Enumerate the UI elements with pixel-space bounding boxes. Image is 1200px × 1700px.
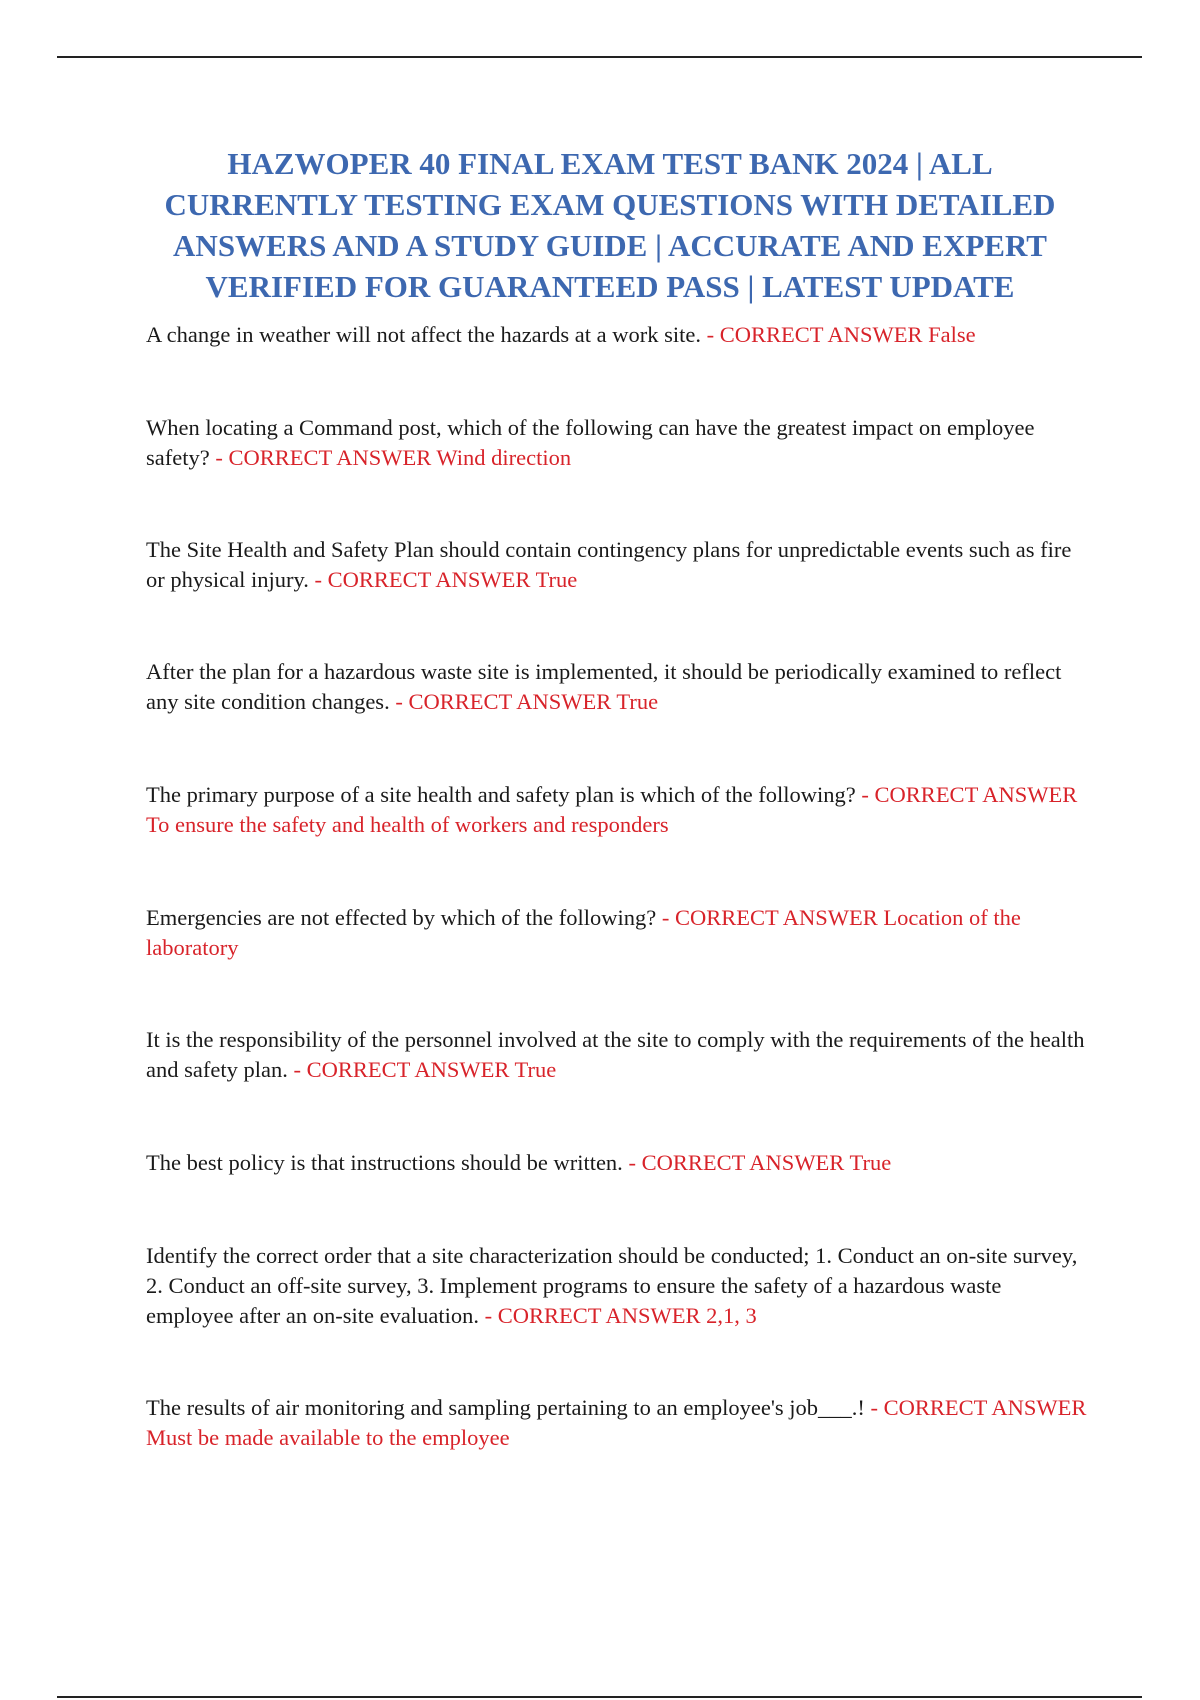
answer-text: CORRECT ANSWER True [327, 567, 578, 592]
answer-separator: - [855, 782, 875, 807]
qa-item-10 [146, 1393, 1091, 1453]
question-text: The primary purpose of a site health and safety plan is which of the following? [146, 782, 856, 807]
qa-item-6 [146, 903, 1091, 963]
answer-separator: - [864, 1395, 884, 1420]
answer-text: CORRECT ANSWER 2,1, 3 [497, 1303, 757, 1328]
answer-separator: - [701, 322, 720, 347]
answer-text: CORRECT ANSWER To ensure the safety and health of workers and responders [146, 782, 1078, 837]
answer-text: CORRECT ANSWER Wind direction [228, 445, 572, 470]
answer-text: CORRECT ANSWER Location of the laboratory [146, 905, 1021, 960]
question-text: The best policy is that instructions should be written. [146, 1150, 623, 1175]
question-text: The Site Health and Safety Plan should contain contingency plans for unpredictable events such as fire or physical injury. [146, 537, 1072, 592]
answer-text: CORRECT ANSWER Must be made available to the employee [146, 1395, 1087, 1450]
qa-item-7 [146, 1025, 1091, 1085]
qa-item-4 [146, 657, 1091, 717]
qa-item-8 [146, 1148, 1091, 1178]
question-text: A change in weather will not affect the hazards at a work site. [146, 322, 701, 347]
qa-item-1 [146, 320, 1091, 350]
question-text: Identify the correct order that a site characterization should be conducted; 1. Conduct an on-site survey, 2. Conduct an off-site survey, 3. Implement programs to ensure the safety of a hazardous waste employee after an on-site evaluation. [146, 1243, 1078, 1328]
answer-text: CORRECT ANSWER False [719, 322, 976, 347]
qa-item-5 [146, 780, 1091, 840]
qa-item-9 [146, 1241, 1091, 1331]
question-text: Emergencies are not effected by which of the following? [146, 905, 657, 930]
question-text: It is the responsibility of the personnel involved at the site to comply with the requirements of the health and safety plan. [146, 1027, 1085, 1082]
question-text: When locating a Command post, which of the following can have the greatest impact on employee safety? [146, 415, 1035, 470]
question-text: The results of air monitoring and sampling pertaining to an employee's job___.! [146, 1395, 865, 1420]
answer-separator: - [479, 1303, 498, 1328]
answer-separator: - [389, 689, 409, 714]
qa-item-2 [146, 413, 1091, 473]
footer-rule [57, 1696, 1142, 1698]
answer-separator: - [622, 1150, 642, 1175]
answer-text: CORRECT ANSWER True [408, 689, 659, 714]
answer-text: CORRECT ANSWER True [306, 1057, 557, 1082]
answer-separator: - [656, 905, 675, 930]
answer-separator: - [287, 1057, 307, 1082]
answer-separator: - [209, 445, 229, 470]
document-title: HAZWOPER 40 FINAL EXAM TEST BANK 2024 | ALL CURRENTLY TESTING EXAM QUESTIONS WITH DETAILED ANSWERS AND A STUDY GUIDE | ACCURATE AND EXPERT VERIFIED FOR GUARANTEED PASS | LATEST UPDATE [164, 146, 1056, 304]
header-rule [57, 56, 1142, 58]
answer-separator: - [308, 567, 328, 592]
question-text: After the plan for a hazardous waste site is implemented, it should be periodically examined to reflect any site condition changes. [146, 659, 1062, 714]
answer-text: CORRECT ANSWER True [641, 1150, 892, 1175]
qa-item-3 [146, 535, 1091, 595]
